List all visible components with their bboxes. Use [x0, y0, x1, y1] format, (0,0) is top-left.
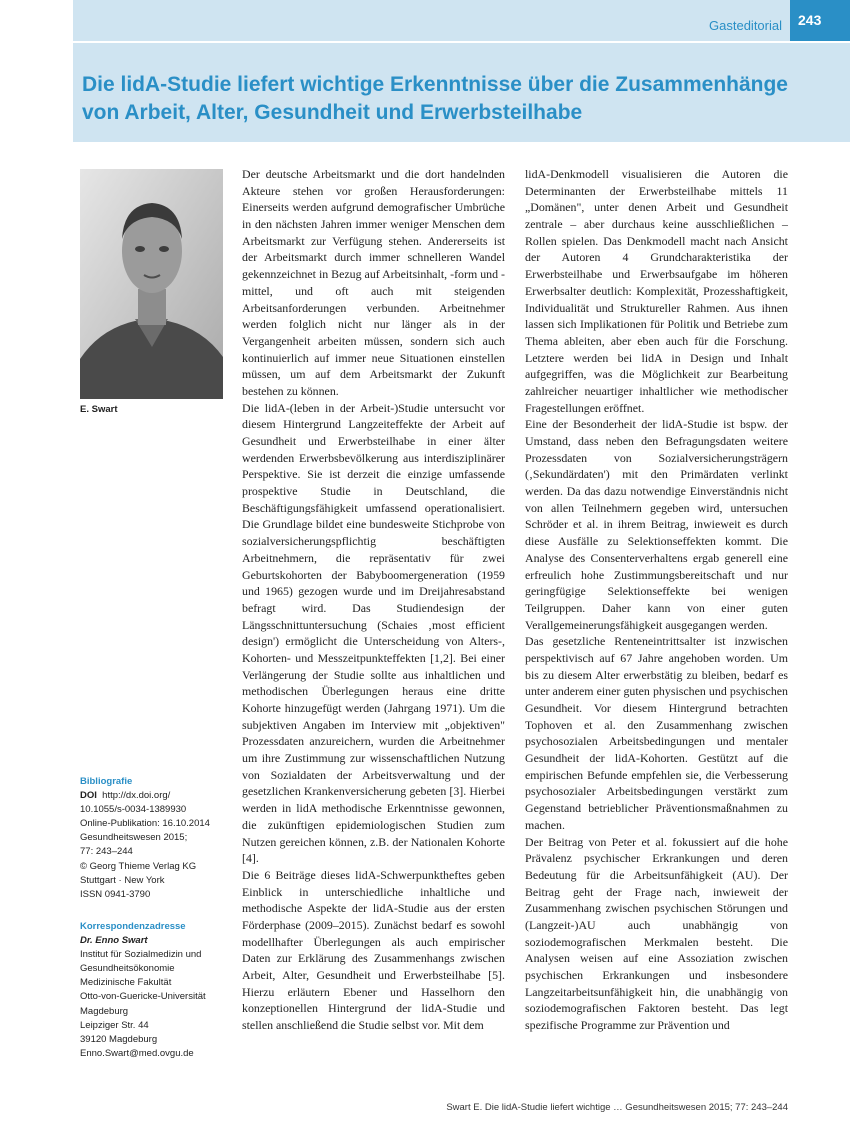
paragraph: lidA-Denkmodell visualisieren die Autoren die Determinanten der Erwerbsteilhabe mittels 11 „Domänen", unter denen Arbeit und Gesundheit zentrale – aber durchaus keine ausschließlichen – Rollen spielen. Das Denkmodell macht nach Ansicht der Autoren 4 Grundcharakteristika der Erwerbsteilhabe und Erwerbsaufgabe im höheren Erwerbsalter deutlich: Komplexität, Prozesshaftigkeit, Individualität und Struktureller Rahmen. Aus ihnen lassen sich Implikationen für Politik und Betriebe zum Thema ableiten, aber eben auch für die Forschung. Letztere werden bei lidA in Design und Inhalt aufgegriffen, was die Möglichkeit zur Bearbeitung zahlreicher neuartiger inhaltlicher wie methodischer Fragestellungen eröffnet. [525, 167, 788, 415]
bib-line: ISSN 0941-3790 [80, 888, 151, 900]
bib-line: 10.1055/s-0034-1389930 [80, 804, 187, 816]
address-line: Magdeburg [80, 1005, 129, 1017]
bibliography-heading: Bibliografie [80, 776, 133, 787]
correspondence [80, 920, 240, 1061]
paragraph: Das gesetzliche Renteneintrittsalter ist inzwischen perspektivisch auf 67 Jahre angehoben worden. Um bis zu diesem Alter erwerbstätig zu bleiben, bedarf es unter anderem einer guten physischen und psychischen Gesundheit. Vor diesem Hintergrund betrachten Tophoven et al. den Zusammenhang zwischen psychosozialen Arbeitsbedingungen und mentaler Gesundheit der lidA-Kohorten. Gestützt auf die empirischen Befunde empfehlen sie, die Verbesserung psychosozialer Arbeitsbedingungen verstärkt zum Gegenstand betrieblicher Präventionsmaßnahmen zu machen. [525, 634, 788, 832]
running-header [73, 0, 790, 41]
author-caption: E. Swart [80, 404, 118, 415]
bib-line: Stuttgart · New York [80, 874, 165, 886]
bib-line: Online-Publikation: 16.10.2014 [80, 818, 210, 830]
article-title: Die lidA-Studie liefert wichtige Erkenntnisse über die Zusammenhänge von Arbeit, Alter, Gesundheit und Erwerbsteilhabe [82, 73, 788, 124]
paragraph: Der deutsche Arbeitsmarkt und die dort handelnden Akteure stehen vor großen Herausforderungen: Einerseits werden aufgrund demografischer Umbrüche in den nächsten Jahren immer weniger Menschen dem Arbeitsmarkt zur Verfügung stehen. Andererseits ist der Arbeitsmarkt durch immer schnelleren Wandel gekennzeichnet in Bezug auf Arbeitsinhalt, -form und -mittel, und oft auch mit steigenden Arbeitsanforderungen verbunden. Arbeitnehmer werden folglich nicht nur länger als in der Vergangenheit arbeiten müssen, sondern sich auch kontinuierlich auf immer neue Situationen einstellen müssen, um auf dem Arbeitsmarkt der Zukunft bestehen zu können. [242, 167, 505, 398]
email-link[interactable]: Enno.Swart@med.ovgu.de [80, 1047, 194, 1059]
correspondence-name: Dr. Enno Swart [80, 935, 148, 947]
address-line: 39120 Magdeburg [80, 1033, 158, 1045]
address-line: Gesundheitsökonomie [80, 963, 175, 975]
paragraph: Der Beitrag von Peter et al. fokussiert auf die hohe Prävalenz psychischer Erkrankungen und deren Bedeutung für die Arbeitsunfähigkeit (AU). Der Beitrag geht der Frage nach, inwieweit der Zusammenhang zwischen psychischen Störungen und (Langzeit-)AU auch unabhängig von soziodemografischen Merkmalen besteht. Die Analysen weisen auf eine Assoziation zwischen psychischen Erkrankungen und insbesondere Langzeitarbeitsunfähigkeit hin, die unabhängig von soziodemografischen Faktoren besteht. Das legt spezifische Programme zur Prävention und [525, 834, 788, 1033]
author-photo [80, 169, 223, 399]
page-footer: Swart E. Die lidA-Studie liefert wichtige … Gesundheitswesen 2015; 77: 243–244 [446, 1102, 788, 1113]
section-label: Gasteditorial [709, 18, 782, 33]
page-number: 243 [790, 0, 850, 41]
bib-line: Gesundheitswesen 2015; [80, 832, 188, 844]
paragraph: Eine der Besonderheit der lidA-Studie ist bspw. der Umstand, dass neben den Befragungsdaten weitere Prozessdaten von Sozialversicherungsträgern (‚Sekundärdaten') mit den Primärdaten verlinkt werden. Da das dazu notwendige Einverständnis nicht von allen Teilnehmern gegeben wird, untersuchen Schröder et al. in ihrem Beitrag, inwieweit es durch diese Ausfälle zu Selektionseffekten kommt. Die Analyse des Consenterverhaltens ergab generell eine erfreulich hohe Zustimmungsbereitschaft und nur geringfügige Selektionseffekte bei wenigen Teilgruppen. Daher kann von einer guten Verallgemeinerungsfähigkeit ausgegangen werden. [525, 417, 788, 632]
doi-url[interactable]: http://dx.doi.org/ [102, 790, 171, 802]
body-column-1 [242, 166, 505, 1034]
address-line: Otto-von-Guericke-Universität [80, 991, 206, 1003]
body-column-2 [525, 166, 788, 1034]
address-line: Institut für Sozialmedizin und [80, 949, 202, 961]
address-line: Leipziger Str. 44 [80, 1019, 149, 1031]
bib-line: © Georg Thieme Verlag KG [80, 860, 197, 872]
paragraph: Die 6 Beiträge dieses lidA-Schwerpunktheftes geben Einblick in unterschiedliche inhaltliche und methodische Aspekte der lidA-Studie aus der ersten Förderphase (2009–2015). Zunächst bedarf es sowohl modellhafter Überlegungen als auch empirischer Daten zur Erklärung des Zusammenhangs zwischen Arbeit, Alter, Gesundheit und Erwerbsteilhabe [5]. Hierzu erläutern Ebener und Hasselhorn den konzeptionellen Hintergrund der lidA-Studie und stellen anschließend die Studie selbst vor. Mit dem [242, 867, 505, 1033]
doi-label: DOI [80, 790, 97, 802]
address-line: Medizinische Fakultät [80, 977, 172, 989]
bibliography [80, 775, 240, 902]
bib-line: 77: 243–244 [80, 846, 133, 858]
paragraph: Die lidA-(leben in der Arbeit-)Studie untersucht vor diesem Hintergrund Langzeiteffekte der Arbeit auf Gesundheit und Erwerbsteilhabe in einer älter werdenden Erwerbsbevölkerung aus interdisziplinärer Perspektive. Sie ist derzeit die einzige umfassende prospektive Studie in Deutschland, die Beschäftigungsfähigkeit umfassend operationalisiert. Die Grundlage bildet eine bundesweite Stichprobe von sozialversicherungspflichtig beschäftigten Arbeitnehmern, die repräsentativ für zwei Geburtskohorten der Babyboomergeneration (1959 und 1965) gezogen wurde und im Dreijahresabstand befragt wird. Das Studiendesign der Längsschnittuntersuchung (Schaies ‚most efficient design') ermöglicht die Unterscheidung von Alters-, Kohorten- und Messzeitpunkteffekten [1,2]. Bei einer Verlängerung der Studie sollte aus inhaltlichen und methodischen Überlegungen heraus eine dritte Kohorte hinzugefügt werden (Jahrgang 1971). Um die subjektiven Angaben im Interview mit „objektiven" Prozessdaten anzureichern, wurden die Arbeitnehmer um ihre Zustimmung zur wissenschaftlichen Nutzung von Sozialdaten der Arbeitsverwaltung und der gesetzlichen Krankenversicherung gebeten [3]. Hierbei werden in lidA methodische Erkenntnisse gewonnen, die zukünftigen epidemiologischen Studien zum Nutzen gereichen können, z.B. der Nationalen Kohorte [4]. [242, 400, 505, 866]
title-banner [73, 43, 850, 142]
author-portrait-image [80, 169, 223, 399]
correspondence-heading: Korrespondenzadresse [80, 921, 186, 932]
